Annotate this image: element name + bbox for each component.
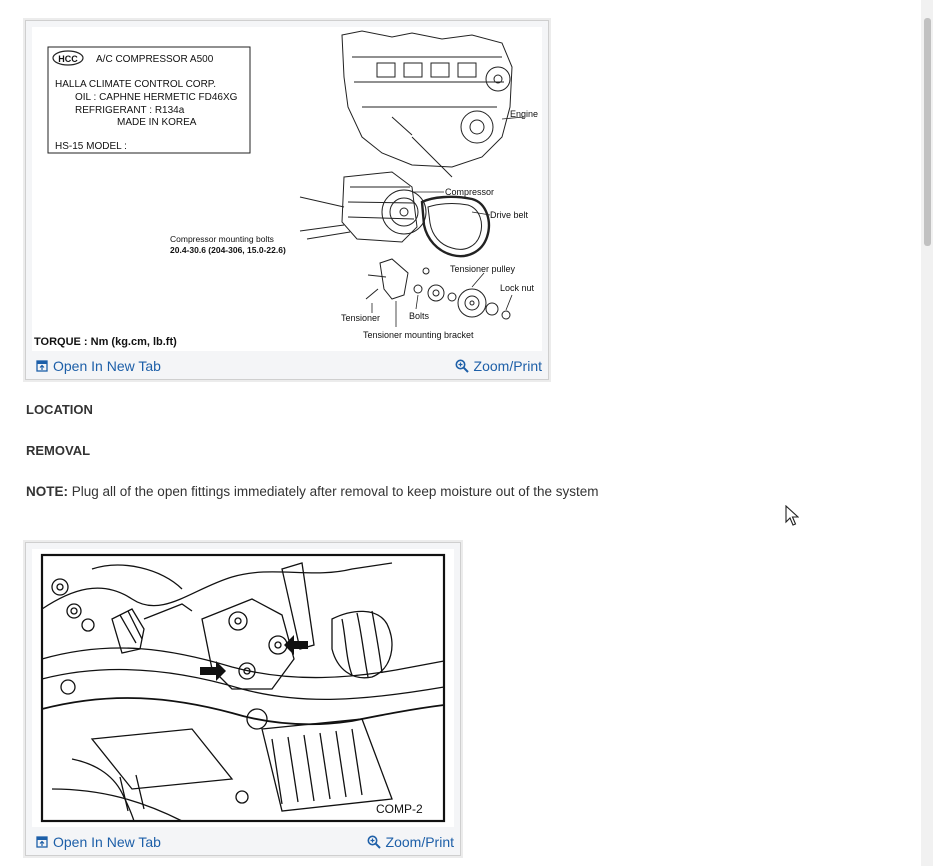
zoom-print-label: Zoom/Print	[473, 358, 542, 374]
mouse-pointer-icon	[785, 505, 799, 532]
figure-image[interactable]	[32, 549, 454, 827]
vertical-scrollbar[interactable]	[921, 0, 933, 866]
label-maker: HALLA CLIMATE CONTROL CORP.	[55, 79, 216, 90]
figure-toolbar	[26, 353, 548, 379]
compressor-mount-illustration	[32, 549, 454, 827]
label-refrigerant: REFRIGERANT : R134a	[75, 105, 185, 116]
compressor-diagram-illustration	[32, 27, 542, 351]
zoom-print-link[interactable]	[455, 358, 542, 374]
callout-drive-belt: Drive belt	[490, 210, 529, 220]
note-paragraph	[26, 484, 599, 499]
note-text: Plug all of the open fittings immediately after removal to keep moisture out of the system	[68, 484, 599, 499]
open-in-new-tab-link[interactable]	[36, 834, 161, 850]
label-hs-model: HS-15 MODEL :	[55, 141, 127, 152]
callout-tensioner-bracket: Tensioner mounting bracket	[363, 330, 474, 340]
figure-compressor-diagram	[25, 20, 549, 380]
zoom-in-icon	[455, 359, 469, 373]
callout-engine: Engine	[510, 109, 539, 119]
zoom-print-link[interactable]	[367, 834, 454, 850]
open-in-new-tab-label: Open In New Tab	[53, 834, 161, 850]
zoom-in-icon	[367, 835, 381, 849]
open-new-tab-icon	[36, 836, 48, 848]
callout-mounting-bolts-torque: 20.4-30.6 (204-306, 15.0-22.6)	[170, 245, 286, 255]
callout-bolts: Bolts	[409, 311, 430, 321]
zoom-print-label: Zoom/Print	[385, 834, 454, 850]
label-model: A/C COMPRESSOR A500	[96, 54, 214, 65]
callout-tensioner-pulley: Tensioner pulley	[450, 264, 516, 274]
open-in-new-tab-label: Open In New Tab	[53, 358, 161, 374]
open-in-new-tab-link[interactable]	[36, 358, 161, 374]
scrollbar-thumb[interactable]	[924, 18, 931, 246]
figure-toolbar	[26, 829, 460, 855]
label-origin: MADE IN KOREA	[117, 117, 197, 128]
open-new-tab-icon	[36, 360, 48, 372]
note-prefix: NOTE:	[26, 484, 68, 499]
callout-compressor: Compressor	[445, 187, 495, 197]
label-brand: HCC	[58, 54, 78, 64]
callout-lock-nut: Lock nut	[500, 283, 535, 293]
callout-mounting-bolts: Compressor mounting bolts	[170, 234, 274, 244]
torque-note: TORQUE : Nm (kg.cm, lb.ft)	[34, 336, 177, 348]
figure-code: COMP-2	[376, 802, 423, 816]
callout-tensioner: Tensioner	[341, 313, 381, 323]
section-heading-location: LOCATION	[26, 402, 93, 417]
figure-image[interactable]	[32, 27, 542, 351]
figure-compressor-mount-photo	[25, 542, 461, 856]
section-heading-removal: REMOVAL	[26, 443, 91, 458]
label-oil: OIL : CAPHNE HERMETIC FD46XG	[75, 92, 238, 103]
